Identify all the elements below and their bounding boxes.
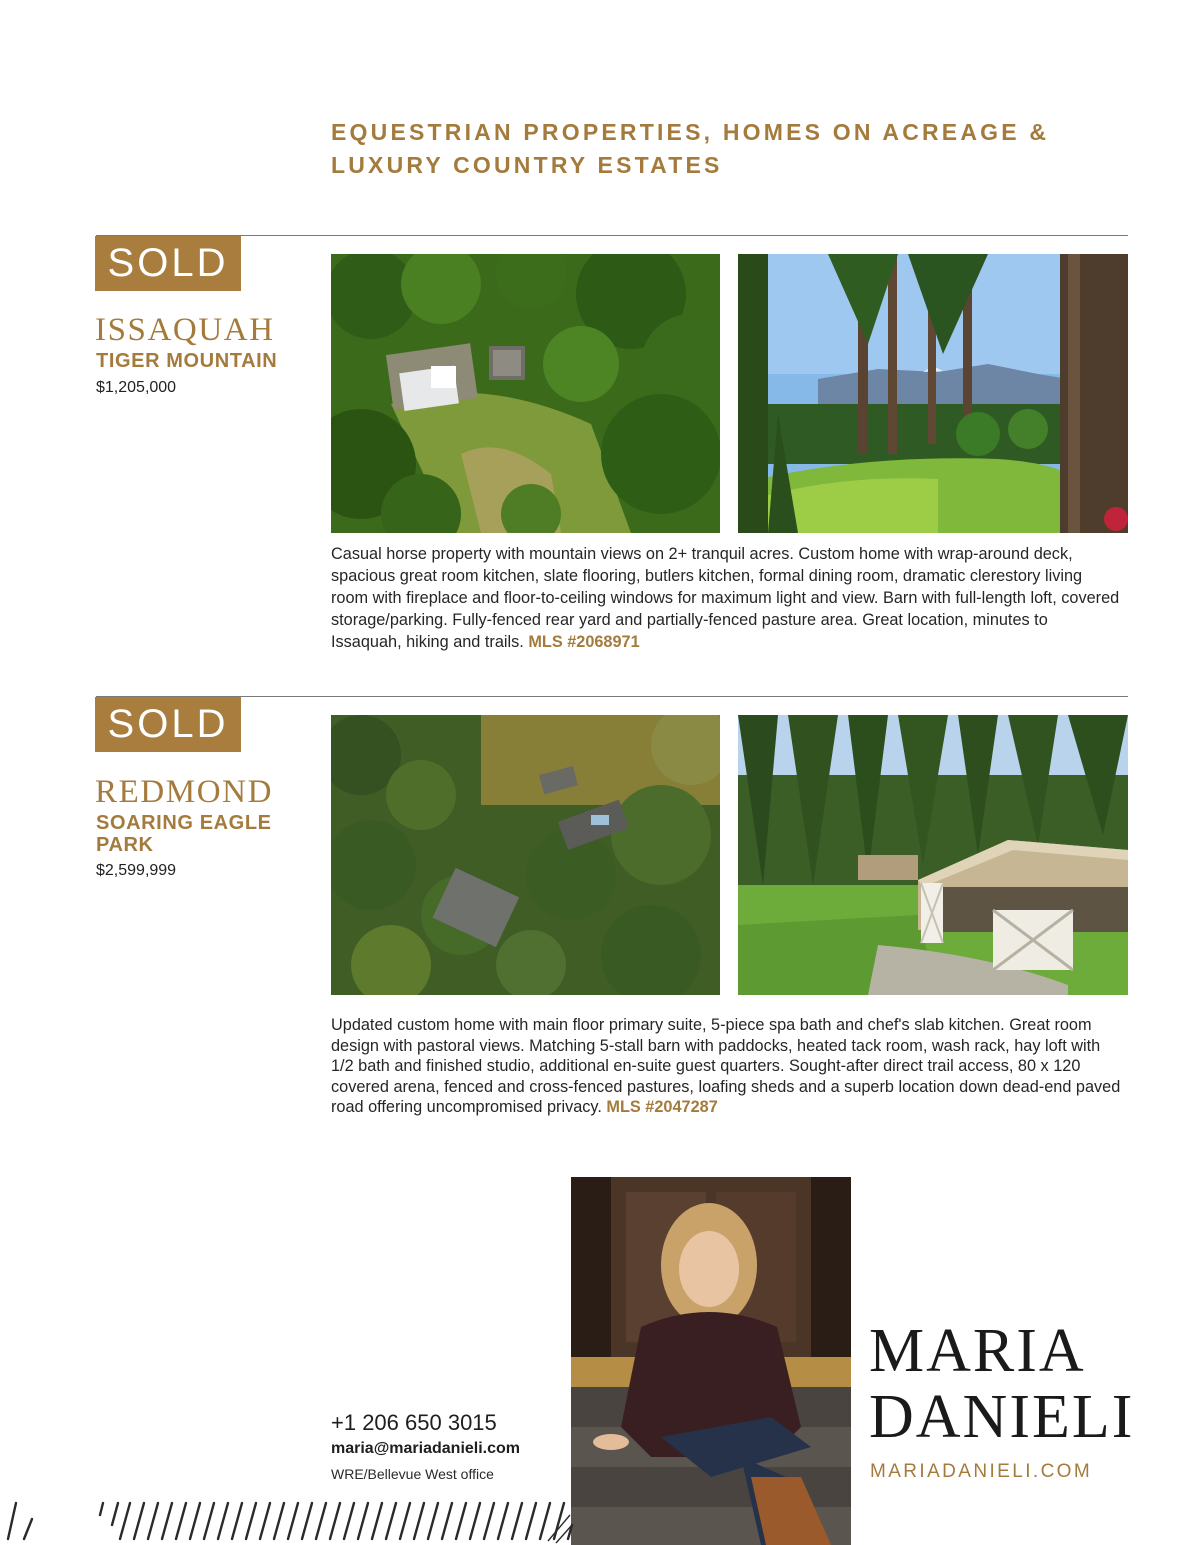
headline-line-2: LUXURY COUNTRY ESTATES — [331, 152, 723, 178]
listing-description — [331, 543, 1121, 653]
headline-line-1: EQUESTRIAN PROPERTIES, HOMES ON ACREAGE & — [331, 119, 1050, 145]
listing-price: $2,599,999 — [96, 862, 177, 879]
listing-neighborhood: SOARING EAGLE PARK — [96, 812, 272, 856]
agent-website[interactable]: MARIADANIELI.COM — [870, 1461, 1093, 1482]
description-text: Casual horse property with mountain views on 2+ tranquil acres. Custom home with wrap-around deck, spacious great room kitchen, slate flooring, butlers kitchen, formal dining room, dramatic clerestory living room with fireplace and floor-to-ceiling windows for maximum light and view. Barn with full-length loft, covered storage/parking. Fully-fenced rear yard and partially-fenced pasture area. Great location, minutes to Issaquah, hiking and trails. — [331, 545, 1120, 651]
listing-description — [331, 1015, 1121, 1118]
listing-photo-aerial[interactable] — [331, 254, 720, 533]
description-text: Updated custom home with main floor primary suite, 5-piece spa bath and chef's slab kitchen. Great room design with pastoral views. Matching 5-stall barn with paddocks, heated tack room, wash rack, hay loft with 1/2 bath and finished studio, additional en-suite guest quarters. Sought-after direct trail access, 80 x 120 covered arena, fenced and cross-fenced pastures, loafing sheds and a superb location down dead-end paved road offering uncompromised privacy. — [331, 1016, 1121, 1116]
listing-neighborhood: TIGER MOUNTAIN — [96, 350, 278, 372]
agent-first-name: MARIA — [869, 1317, 1086, 1385]
section-divider — [96, 696, 1128, 697]
agent-name — [869, 1318, 1189, 1450]
agent-portrait — [571, 1177, 851, 1545]
listing-photo-barn[interactable] — [738, 715, 1128, 995]
decorative-hatch — [0, 1495, 600, 1545]
section-divider — [96, 235, 1128, 236]
listing-price: $1,205,000 — [96, 379, 177, 396]
listing-photo-yard[interactable] — [738, 254, 1128, 533]
agent-phone[interactable]: +1 206 650 3015 — [331, 1410, 497, 1435]
sold-badge: SOLD — [95, 697, 241, 752]
page-headline — [331, 116, 1091, 182]
listing-city: REDMOND — [95, 774, 274, 810]
agent-email[interactable]: maria@mariadanieli.com — [331, 1440, 521, 1457]
mls-number: MLS #2068971 — [528, 633, 640, 651]
mls-number: MLS #2047287 — [606, 1098, 718, 1116]
agent-office: WRE/Bellevue West office — [331, 1466, 494, 1482]
agent-last-name: DANIELI — [869, 1383, 1135, 1451]
sold-badge: SOLD — [95, 236, 241, 291]
listing-photo-aerial[interactable] — [331, 715, 720, 995]
listing-city: ISSAQUAH — [95, 312, 275, 348]
